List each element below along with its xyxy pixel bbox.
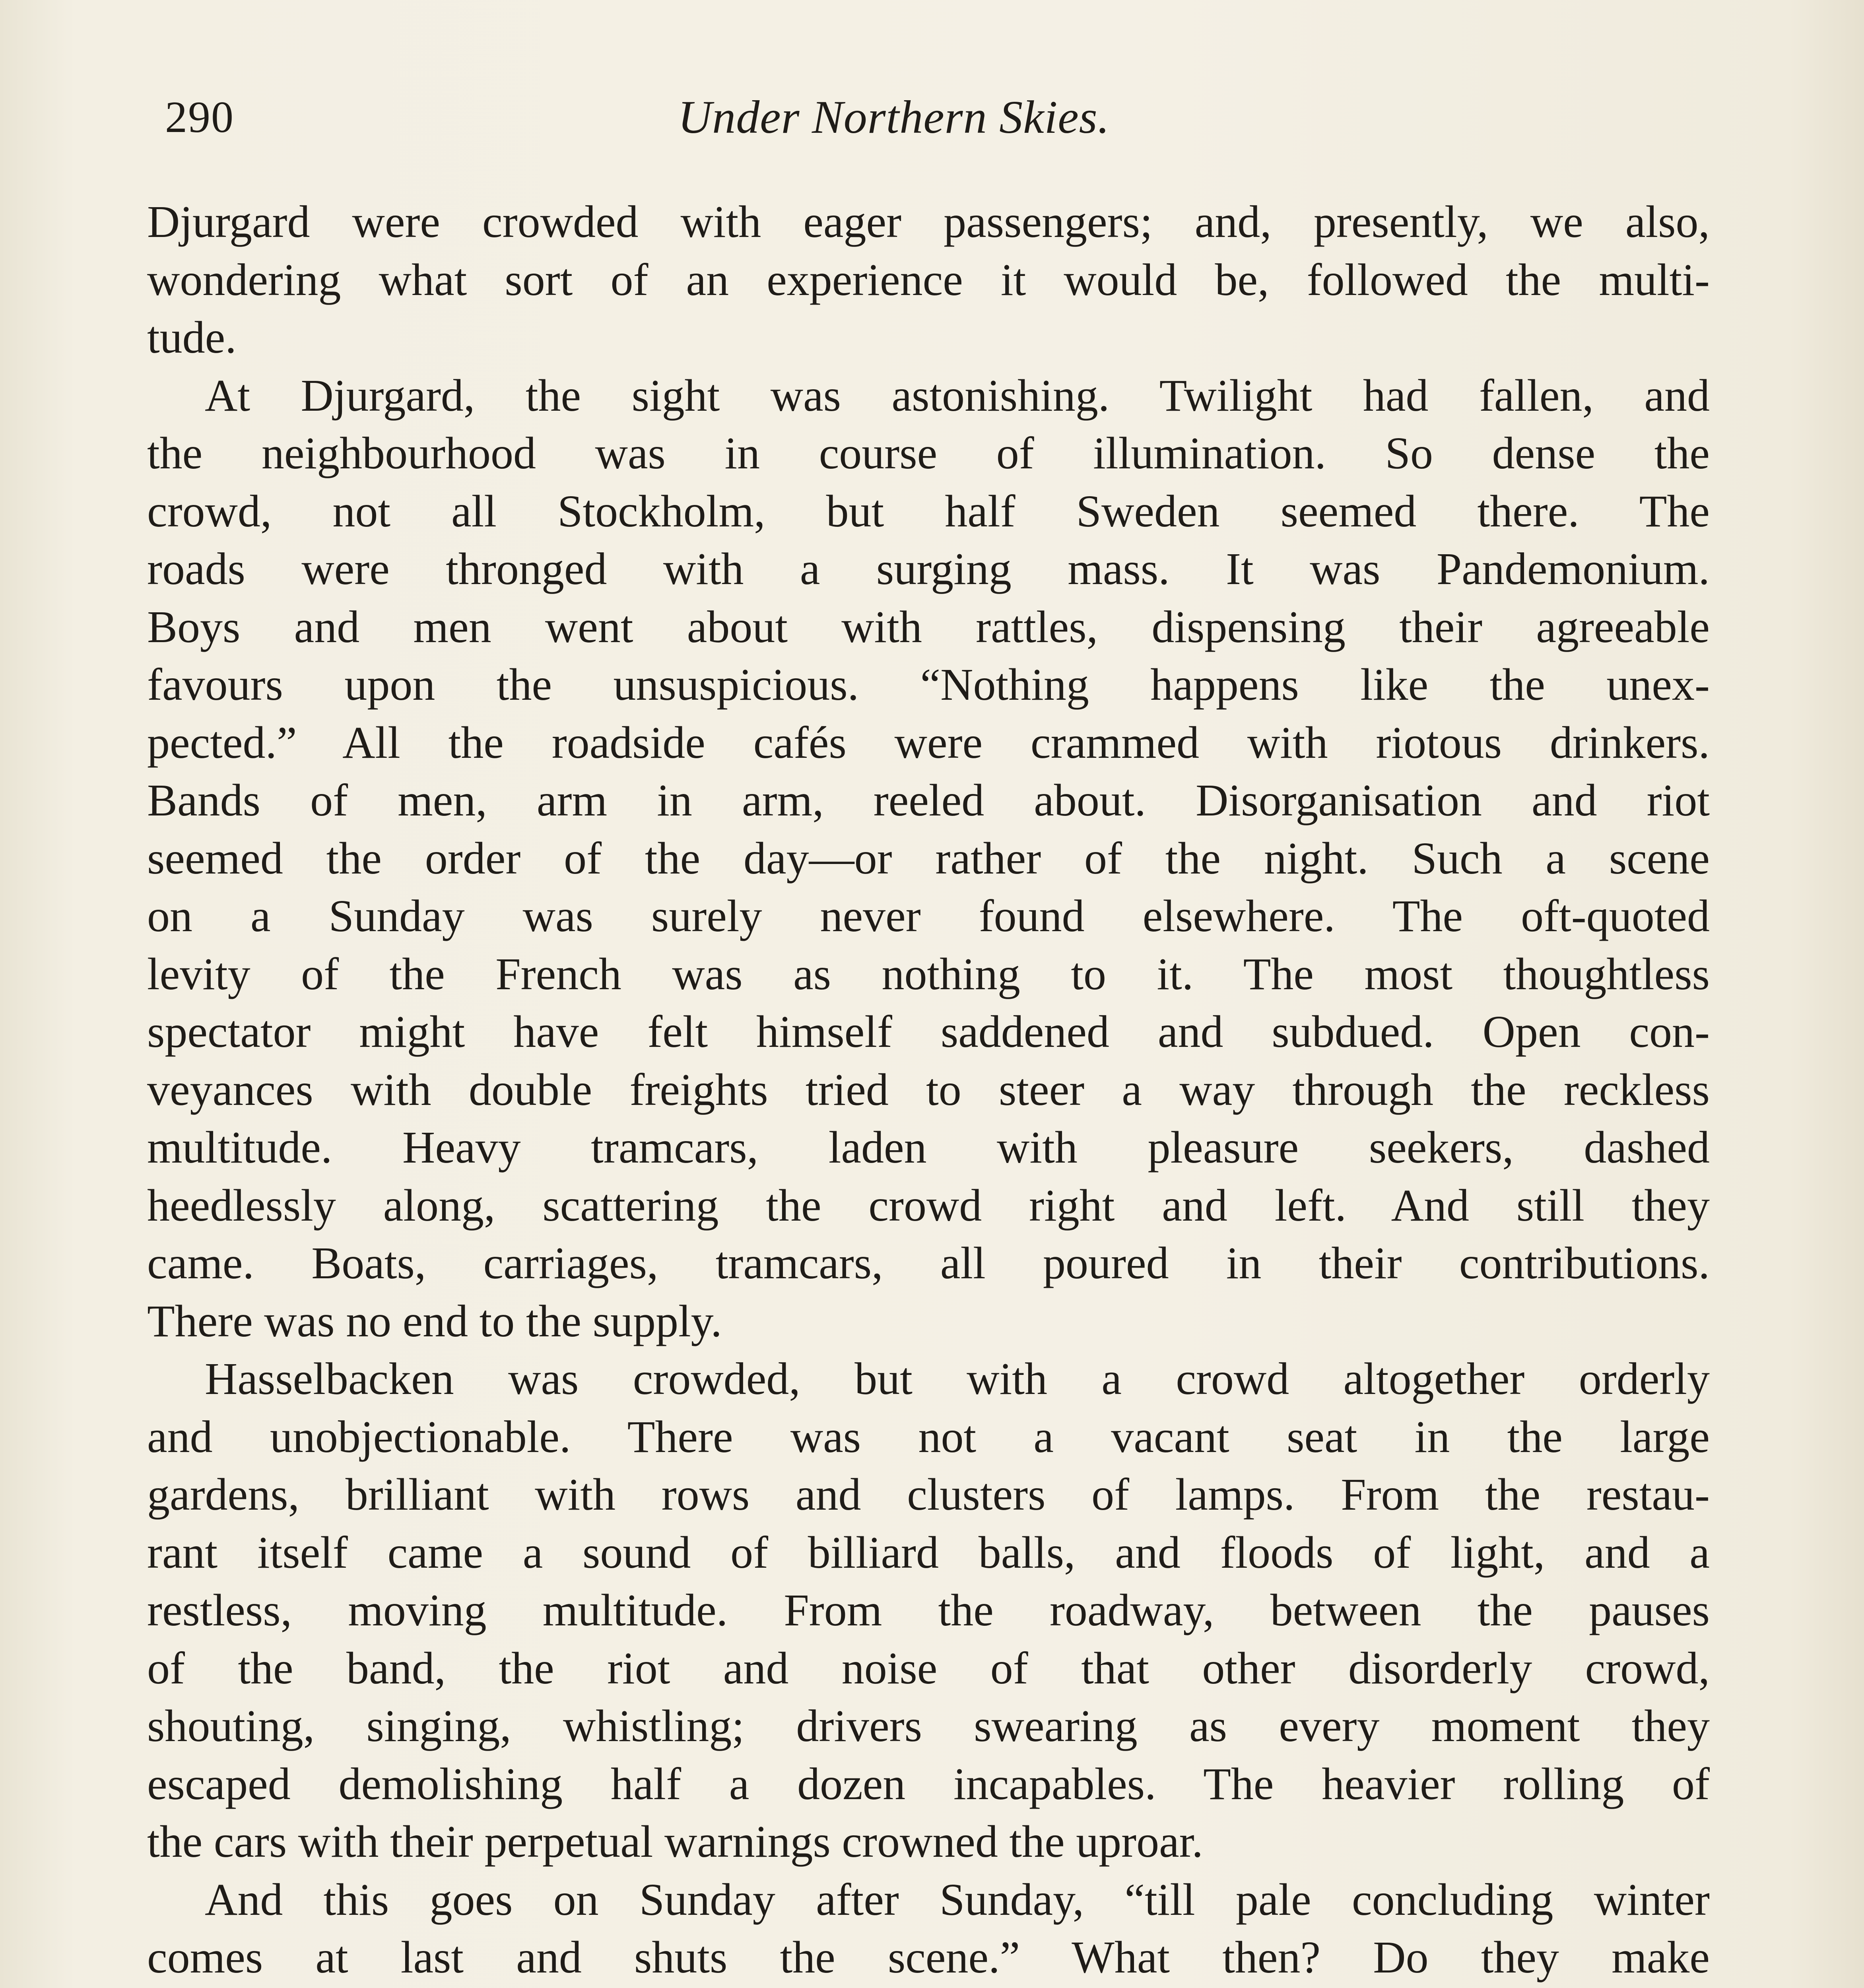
text-line: wondering what sort of an experience it would be, followed the multi- (147, 254, 1710, 305)
text-line: Hasselbacken was crowded, but with a crowd altogether orderly (205, 1353, 1710, 1404)
text-line: roads were thronged with a surging mass. It was Pandemonium. (147, 544, 1710, 594)
text-line: gardens, brilliant with rows and clusters of lamps. From the restau- (147, 1469, 1710, 1520)
text-line: seemed the order of the day—or rather of the night. Such a scene (147, 833, 1710, 883)
running-title: Under Northern Skies. (678, 91, 1110, 143)
text-line: came. Boats, carriages, tramcars, all poured in their contributions. (147, 1238, 1710, 1288)
text-line: And this goes on Sunday after Sunday, “till pale concluding winter (205, 1874, 1710, 1925)
text-line: There was no end to the supply. (147, 1295, 722, 1346)
text-line: spectator might have felt himself saddened and subdued. Open con- (147, 1006, 1710, 1057)
text-line: comes at last and shuts the scene.” What then? Do they make (147, 1932, 1710, 1982)
text-line: rant itself came a sound of billiard balls, and floods of light, and a (147, 1527, 1710, 1578)
text-line (147, 1986, 1710, 1988)
text-line: pected.” All the roadside cafés were crammed with riotous drinkers. (147, 717, 1710, 768)
text-line: levity of the French was as nothing to it. The most thoughtless (147, 948, 1710, 999)
text-line: Djurgard were crowded with eager passengers; and, presently, we also, (147, 196, 1710, 247)
page-header (165, 85, 1231, 149)
text-line: Boys and men went about with rattles, dispensing their agreeable (147, 601, 1710, 652)
text-line: the cars with their perpetual warnings crowned the uproar. (147, 1816, 1203, 1867)
body-text (147, 193, 1710, 1988)
page-number: 290 (165, 93, 234, 142)
text-line: Bands of men, arm in arm, reeled about. Disorganisation and riot (147, 775, 1710, 825)
text-line: favours upon the unsuspicious. “Nothing happens like the unex- (147, 659, 1710, 710)
text-line: of the band, the riot and noise of that other disorderly crowd, (147, 1642, 1710, 1693)
text-line: veyances with double freights tried to steer a way through the reckless (147, 1064, 1710, 1115)
text-line: heedlessly along, scattering the crowd right and left. And still they (147, 1180, 1710, 1231)
text-line: the neighbourhood was in course of illumination. So dense the (147, 428, 1710, 478)
text-line: crowd, not all Stockholm, but half Sweden seemed there. The (147, 485, 1710, 536)
text-line: shouting, singing, whistling; drivers swearing as every moment they (147, 1701, 1710, 1751)
text-line: and unobjectionable. There was not a vacant seat in the large (147, 1411, 1710, 1462)
text-line: on a Sunday was surely never found elsewhere. The oft-quoted (147, 891, 1710, 941)
text-line: restless, moving multitude. From the roadway, between the pauses (147, 1585, 1710, 1635)
text-line: multitude. Heavy tramcars, laden with pleasure seekers, dashed (147, 1122, 1710, 1173)
text-line: At Djurgard, the sight was astonishing. Twilight had fallen, and (205, 370, 1710, 421)
text-line: tude. (147, 312, 237, 363)
text-line: escaped demolishing half a dozen incapables. The heavier rolling of (147, 1758, 1710, 1809)
